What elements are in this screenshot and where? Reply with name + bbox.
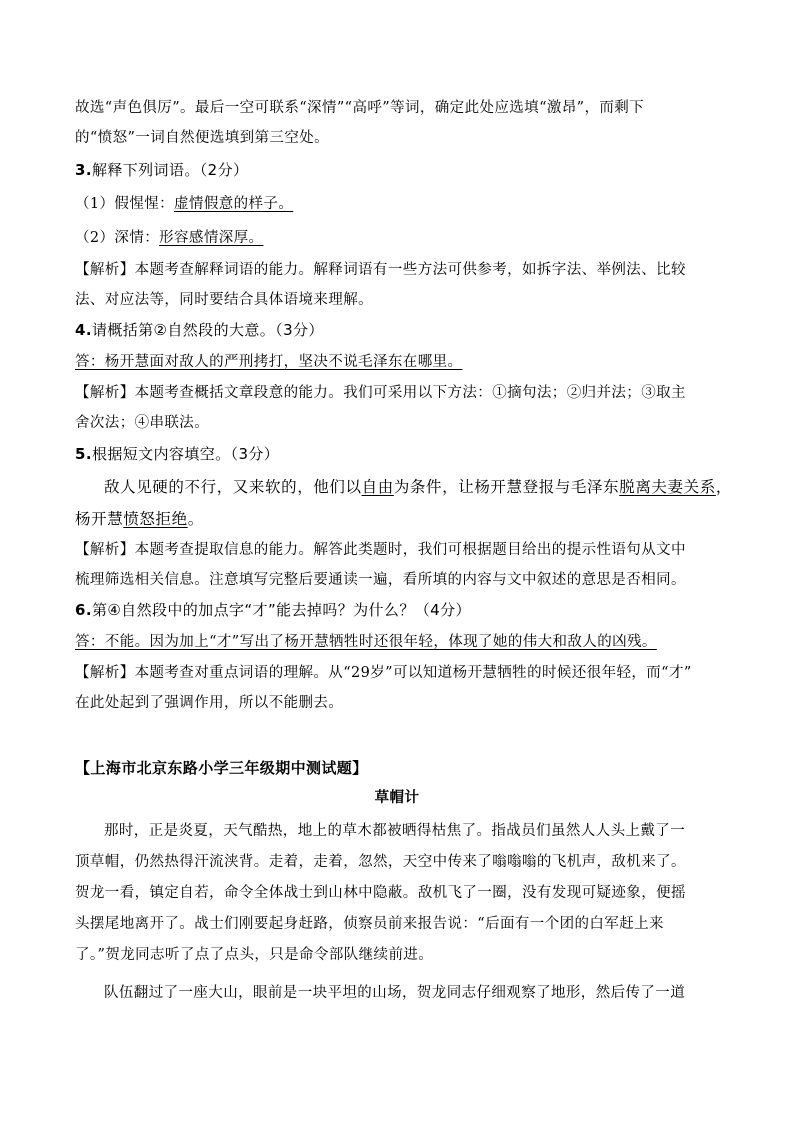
answer-text: 答：不能。因为加上“才”写出了杨开慧牺牲时还很年轻，体现了她的伟大和敌人的凶残。 [75,634,657,650]
explanation-line: 的“愤怒”一词自然便选填到第三空处。 [75,130,330,146]
story-line: 贺龙一看，镇定自若，命令全体战士到山林中隐蔽。敌机飞了一圈，没有发现可疑迹象，便摇 [75,885,686,901]
fill-in-paragraph [75,477,754,497]
q3-item-2 [75,228,725,248]
passage-text: 为条件，让杨开慧登报与毛泽东 [393,478,620,496]
term-label: （2）深情： [75,230,160,246]
story-line: 队伍翻过了一座大山，眼前是一块平坦的山场，贺龙同志仔细观察了地形，然后传了一道 [104,985,686,1001]
q3-item-1 [75,194,725,214]
analysis-line: 舍次法；④串联法。 [75,415,210,431]
analysis-line: 【解析】本题考查提取信息的能力。解答此类题时，我们可根据题目给出的提示性语句从文中 [75,542,686,558]
analysis-line: 【解析】本题考查对重点词语的理解。从“29岁”可以知道杨开慧牺牲的时候还很年轻，而“才” [75,665,692,681]
question-number: 3. [75,161,92,179]
blank-answer: 自由 [361,478,394,496]
question-text: 第④自然段中的加点字“才”能去掉吗？为什么？（4分） [91,601,471,619]
passage-text: 敌人见硬的不行，又来软的，他们以 [104,478,362,496]
analysis-line: 在此处起到了强调作用，所以不能删去。 [75,695,344,711]
answer-line [75,352,725,372]
story-line: 那时，正是炎夏，天气酷热，地上的草木都被晒得枯焦了。指战员们虽然人人头上戴了一 [104,823,686,839]
passage-text: ， [715,478,732,496]
question-text: 请概括第②自然段的大意。（3分） [91,321,324,339]
term-label: （1）假惺惺： [75,196,175,212]
section-heading: 【上海市北京东路小学三年级期中测试题】 [75,759,368,777]
blank-answer: 愤怒拒绝 [123,510,188,528]
answer-text: 答：杨开慧面对敌人的严刑拷打，坚决不说毛泽东在哪里。 [75,354,463,370]
story-line: 头摆尾地离开了。战士们刚要起身赶路，侦察员前来报告说：“后面有一个团的白军赶上来 [75,916,664,932]
analysis-line: 【解析】本题考查概括文章段意的能力。我们可采用以下方法：①摘句法；②归并法；③取主 [75,385,686,401]
question-text: 根据短文内容填空。（3分） [91,445,280,463]
blank-answer: 脱离夫妻关系 [619,478,716,496]
analysis-line: 法、对应法等，同时要结合具体语境来理解。 [75,292,373,308]
answer-text: 形容感情深厚。 [159,230,264,246]
question-text: 解释下列词语。（2分） [91,161,249,179]
explanation-line: 故选“声色俱厉”。最后一空可联系“深情”“高呼”等词，确定此处应选填“激昂”，而剩下 [75,100,645,116]
answer-text: 虚情假意的样子。 [174,196,294,212]
question-number: 6. [75,601,92,619]
analysis-line: 梳理筛选相关信息。注意填写完整后要通读一遍，看所填的内容与文中叙述的意思是否相同。 [75,572,686,588]
question-4 [75,320,725,340]
question-number: 5. [75,445,92,463]
passage-text: 。 [187,510,204,528]
story-line: 了。”贺龙同志听了点了点头，只是命令部队继续前进。 [75,947,434,963]
analysis-line: 【解析】本题考查解释词语的能力。解释词语有一些方法可供参考，如拆字法、举例法、比较 [75,262,686,278]
passage-text: 杨开慧 [75,510,124,528]
fill-in-paragraph [75,509,725,529]
answer-line [75,632,725,652]
story-line: 顶草帽，仍然热得汗流浃背。走着，走着，忽然，天空中传来了嗡嗡嗡的飞机声，敌机来了。 [75,854,686,870]
question-3 [75,160,725,180]
question-6 [75,600,725,620]
story-title: 草帽计 [374,789,420,806]
question-number: 4. [75,321,92,339]
question-5 [75,444,725,464]
